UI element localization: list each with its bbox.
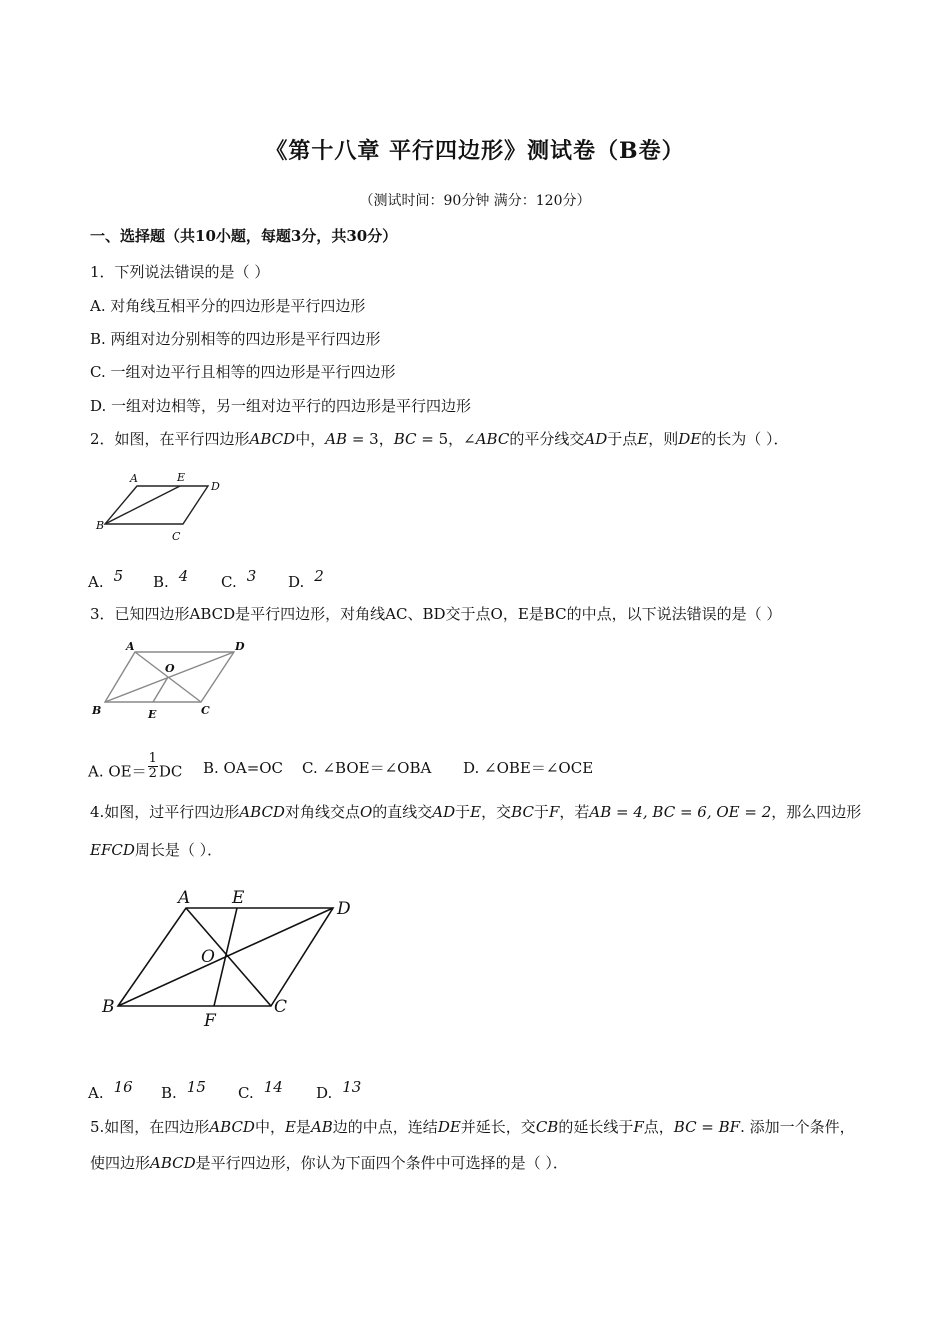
q1-option-b: B. 两组对边分别相等的四边形是平行四边形 bbox=[90, 330, 381, 348]
q4-label-e: E bbox=[232, 888, 245, 908]
q2-stem: 2．如图，在平行四边形ABCD中，AB = 3，BC = 5，∠ABC的平分线交AD于点E，则DE的长为（ ）． bbox=[90, 430, 789, 448]
q5-stem-line2: 使四边形ABCD是平行四边形，你认为下面四个条件中可选择的是（ ）． bbox=[90, 1154, 568, 1172]
section-heading: 一、选择题（共10小题，每题3分，共30分） bbox=[90, 227, 398, 245]
page-subtitle: （测试时间：90分钟 满分：120分） bbox=[359, 193, 591, 209]
q2-option-b: B. 4 bbox=[153, 567, 189, 591]
q3-option-c: C. ∠BOE＝∠OBA bbox=[302, 759, 432, 777]
q1-option-a: A. 对角线互相平分的四边形是平行四边形 bbox=[90, 297, 366, 315]
q5-stem-line1: 5.如图，在四边形ABCD中，E是AB边的中点，连结DE并延长，交CB的延长线于F点，BC = BF. 添加一个条件， bbox=[90, 1118, 855, 1136]
q4-label-b: B bbox=[102, 997, 115, 1017]
q4-option-a: A. 16 bbox=[88, 1078, 133, 1102]
q3-figure bbox=[88, 640, 258, 722]
q4-option-d: D. 13 bbox=[316, 1078, 362, 1102]
q2-figure bbox=[90, 466, 230, 546]
q3-label-d: D bbox=[235, 640, 245, 653]
q2-option-a: A. 5 bbox=[88, 567, 124, 591]
q1-option-c: C. 一组对边平行且相等的四边形是平行四边形 bbox=[90, 363, 396, 381]
q2-label-d: D bbox=[211, 480, 220, 493]
q1-option-d: D. 一组对边相等，另一组对边平行的四边形是平行四边形 bbox=[90, 397, 472, 415]
q4-label-a: A bbox=[178, 888, 191, 908]
q2-label-a: A bbox=[130, 472, 138, 485]
q3-option-a: A. OE＝ $\frac{1}{2}$ DC bbox=[88, 751, 183, 781]
q2-label-c: C bbox=[172, 530, 181, 543]
q4-figure bbox=[98, 880, 368, 1035]
q4-label-d: D bbox=[337, 899, 351, 919]
fraction-one-half: $\frac{1}{2}$ bbox=[148, 751, 157, 781]
q3-label-o: O bbox=[165, 662, 175, 675]
q2-option-d: D. 2 bbox=[288, 567, 324, 591]
q4-stem-line2: EFCD周长是（ ）． bbox=[90, 841, 223, 859]
q3-label-a: A bbox=[126, 640, 135, 653]
q4-option-b: B. 15 bbox=[161, 1078, 206, 1102]
q3-option-b: B. OA=OC bbox=[203, 759, 284, 777]
q3-label-b: B bbox=[92, 704, 102, 717]
q3-stem: 3．已知四边形ABCD是平行四边形，对角线AC、BD交于点O，E是BC的中点，以下说法错误的是（ ） bbox=[90, 605, 782, 623]
page-title: 《第十八章 平行四边形》测试卷（B卷） bbox=[265, 138, 685, 164]
q2-label-b: B bbox=[96, 519, 105, 532]
q3-option-d: D. ∠OBE＝∠OCE bbox=[463, 759, 594, 777]
q2-label-e: E bbox=[177, 471, 186, 484]
q2-option-c: C. 3 bbox=[221, 567, 257, 591]
q3-label-e: E bbox=[148, 708, 157, 721]
q4-label-c: C bbox=[274, 997, 288, 1017]
q3-label-c: C bbox=[201, 704, 210, 717]
q4-stem-line1: 4.如图，过平行四边形ABCD对角线交点O的直线交AD于E，交BC于F，若AB = 4, BC = 6, OE = 2，那么四边形 bbox=[90, 803, 862, 821]
q4-label-f: F bbox=[204, 1011, 216, 1031]
q1-stem: 1．下列说法错误的是（ ） bbox=[90, 263, 270, 281]
q4-option-c: C. 14 bbox=[238, 1078, 283, 1102]
q4-label-o: O bbox=[201, 947, 215, 967]
